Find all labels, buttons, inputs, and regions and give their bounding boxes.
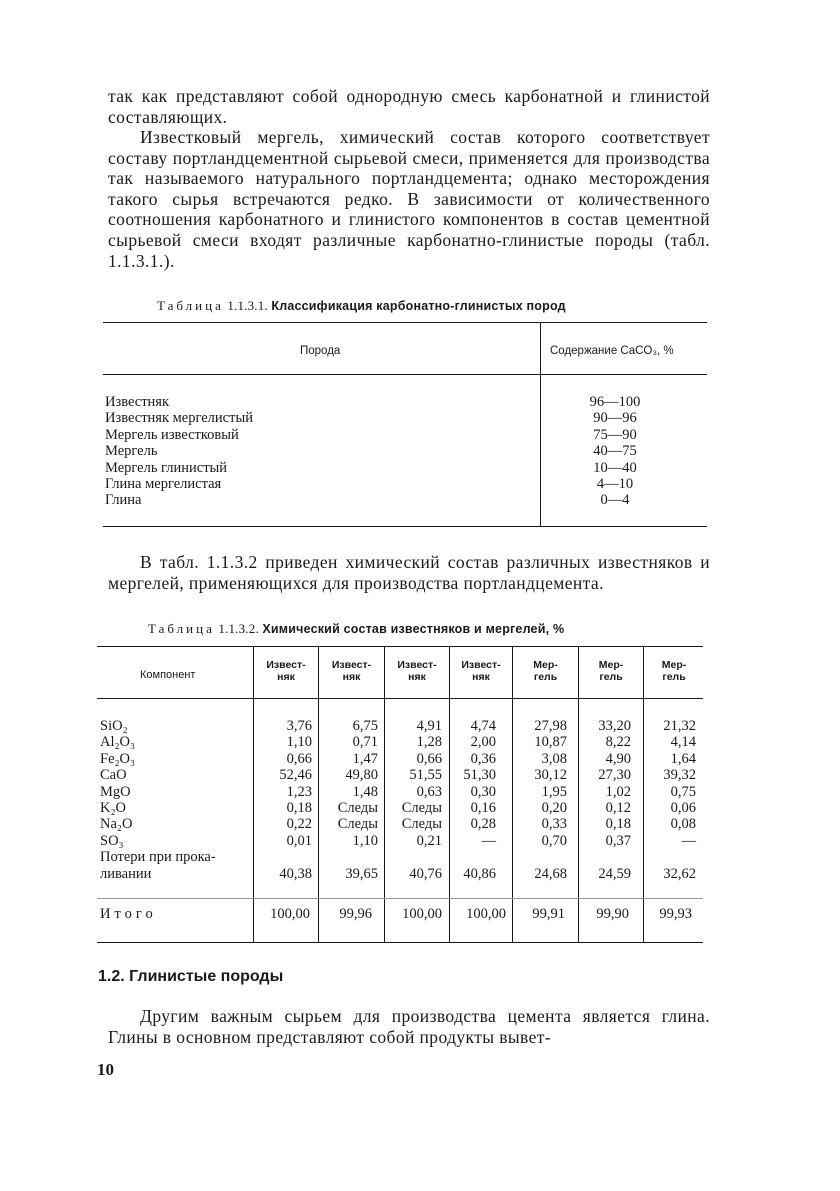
table2-cell: 0,66 bbox=[286, 750, 312, 767]
table2-cell: Следы bbox=[337, 800, 378, 817]
table1-body-divider bbox=[540, 374, 541, 526]
table1-top-rule bbox=[103, 322, 707, 323]
table2-caption bbox=[148, 621, 564, 637]
table2-caption-number: 1.1.3.2. bbox=[218, 621, 259, 636]
table2-col-header-line2: няк bbox=[408, 671, 426, 683]
table2-component-name: ливании bbox=[100, 865, 152, 882]
paragraph-table2-intro: В табл. 1.1.3.2 приведен химический состав различных известняков и мергелей, применяющихся для производства портландцемента. bbox=[108, 552, 710, 593]
table2-cell: Следы bbox=[401, 816, 442, 833]
table1-bottom-rule bbox=[103, 526, 707, 527]
table2-cell: 0,20 bbox=[541, 800, 567, 817]
table2-cell: 27,98 bbox=[534, 718, 567, 734]
table2-cell: 4,14 bbox=[670, 734, 696, 751]
table2-col-header-line1: Извест- bbox=[331, 659, 372, 671]
table2-data-column bbox=[513, 718, 567, 882]
table2-cell: 39,65 bbox=[345, 865, 378, 882]
table2-cell: 0,37 bbox=[605, 832, 631, 849]
table2-cell: 21,32 bbox=[663, 718, 696, 734]
table1-caption bbox=[157, 298, 566, 314]
table1-rock-name: Мергель bbox=[105, 443, 158, 460]
table2-cell: 1,23 bbox=[286, 783, 312, 800]
table2-cell: 0,75 bbox=[670, 783, 696, 800]
table2-col-header bbox=[385, 659, 449, 683]
table2-component-name: Al₂O₃ bbox=[100, 734, 136, 751]
table2-top-rule bbox=[97, 646, 703, 647]
table2-cell: 1,64 bbox=[670, 750, 696, 767]
table2-total-cell: 99,91 bbox=[532, 906, 565, 922]
table2-cell: 3,08 bbox=[541, 750, 567, 767]
table2-cell: 3,76 bbox=[286, 718, 312, 734]
table2-cell: 1,47 bbox=[352, 750, 378, 767]
table2-total-label: Итого bbox=[100, 906, 157, 922]
table1-caco3-value: 75—90 bbox=[593, 426, 637, 443]
table1-header-rule bbox=[103, 374, 707, 375]
table2-component-name: SiO₂ bbox=[100, 718, 128, 734]
table2-cell: 0,71 bbox=[352, 734, 378, 751]
table2-cell: 0,36 bbox=[470, 750, 496, 767]
table1-rock-names bbox=[105, 394, 253, 509]
table2-col-header-line2: няк bbox=[342, 671, 361, 683]
table2-cell: 52,46 bbox=[279, 767, 312, 784]
table2-cell: 6,75 bbox=[352, 718, 378, 734]
table1-caco3-value: 96—100 bbox=[589, 394, 641, 410]
table2-cell: 51,55 bbox=[409, 767, 442, 784]
table1-caption-number: 1.1.3.1. bbox=[227, 298, 268, 313]
table2-cell: 32,62 bbox=[663, 865, 696, 882]
table1-header-rock: Порода bbox=[300, 345, 341, 357]
table2-col-header bbox=[450, 659, 512, 683]
table2-total-cell: 99,93 bbox=[659, 906, 692, 922]
table1-caption-title: Классификация карбонатно-глинистых пород bbox=[271, 299, 566, 313]
table1-caco3-value: 10—40 bbox=[593, 459, 637, 476]
table2-col-header-line1: Извест- bbox=[397, 659, 437, 671]
paragraph-clay: Другим важным сырьем для производства цемента является глина. Глины в основном представляют собой продукты вывет- bbox=[108, 1006, 710, 1047]
table2-cell: 0,63 bbox=[416, 783, 442, 800]
table2-col-header-line1: Извест- bbox=[461, 659, 501, 671]
table2-col-header bbox=[319, 659, 384, 683]
table2-component-name: K₂O bbox=[100, 800, 126, 817]
table2-component-names bbox=[100, 718, 216, 882]
table2-cell: 8,22 bbox=[605, 734, 631, 751]
table2-col-header bbox=[513, 659, 578, 683]
table2-cell: 1,10 bbox=[352, 832, 378, 849]
table2-data-column bbox=[254, 718, 312, 882]
table2-totals-separator bbox=[97, 898, 703, 899]
table2-cell: 0,28 bbox=[470, 816, 496, 833]
table2-total-cell: 99,90 bbox=[596, 906, 629, 922]
table2-data-column bbox=[385, 718, 442, 882]
table2-cell: 0,08 bbox=[670, 816, 696, 833]
table2-col-header-line1: Извест- bbox=[266, 659, 306, 671]
table2-total-cell: 100,00 bbox=[270, 906, 310, 922]
table2-col-header-line1: Мер- bbox=[598, 659, 624, 671]
table1-rock-name: Мергель известковый bbox=[105, 426, 239, 443]
table2-cell: 40,76 bbox=[409, 865, 442, 882]
table1-caco3-values bbox=[560, 394, 670, 509]
table2-col-header-line2: няк bbox=[472, 671, 490, 683]
table2-cell: 2,00 bbox=[470, 734, 496, 751]
table2-col-header bbox=[579, 659, 643, 683]
table2-header-rule bbox=[97, 698, 703, 699]
paragraph-limestone-marl: Известковый мергель, химический состав которого соответствует составу портландцементной сырьевой смеси, применяется для производства так называемого натурального портландцемента; однако месторождения такого сырья встречаются редко. В зависимости от количественного соотношения карбонатного и глинистого компонентов в состав цементной сырьевой смеси входят различные карбонатно-глинистые породы (табл. 1.1.3.1.). bbox=[108, 127, 710, 271]
table2-cell: 0,21 bbox=[416, 832, 442, 849]
table2-cell: 0,12 bbox=[605, 800, 631, 817]
table1-caco3-value: 4—10 bbox=[596, 476, 634, 493]
table2-cell: — bbox=[681, 832, 696, 849]
table2-cell: 0,33 bbox=[541, 816, 567, 833]
table2-col-header-line1: Мер- bbox=[661, 659, 687, 671]
table1-caco3-value: 0—4 bbox=[600, 492, 630, 509]
section-heading bbox=[98, 968, 283, 986]
table2-component-name: Na₂O bbox=[100, 816, 133, 833]
table2-data-column bbox=[644, 718, 696, 882]
table2-cell: 27,30 bbox=[598, 767, 631, 784]
table1-caco3-value: 90—96 bbox=[593, 410, 637, 427]
table2-cell: 40,86 bbox=[463, 865, 496, 882]
table2-component-name: CaO bbox=[100, 767, 127, 784]
table2-cell: 1,10 bbox=[286, 734, 312, 751]
table2-component-name: Потери при прока- bbox=[100, 849, 216, 866]
table2-cell: 24,68 bbox=[534, 865, 567, 882]
table2-cell: 4,90 bbox=[605, 750, 631, 767]
table1-header-caco3: Содержание CaCO₃, % bbox=[550, 345, 674, 357]
table2-cell: 0,18 bbox=[605, 816, 631, 833]
table1-caco3-value: 40—75 bbox=[593, 443, 637, 460]
table2-total-cell: 99,96 bbox=[339, 906, 372, 922]
table2-cell: 0,01 bbox=[286, 832, 312, 849]
table2-cell: 30,12 bbox=[534, 767, 567, 784]
table2-cell: 24,59 bbox=[598, 865, 631, 882]
table2-total-cell: 100,00 bbox=[402, 906, 442, 922]
table2-col-header bbox=[644, 659, 704, 683]
table2-cell: 33,20 bbox=[598, 718, 631, 734]
table2-header-component: Компонент bbox=[140, 669, 196, 681]
table2-col-header-line2: гель bbox=[599, 671, 623, 683]
table2-col-header-line1: Мер- bbox=[533, 659, 558, 671]
table2-cell: 1,48 bbox=[352, 783, 378, 800]
table2-cell: 4,74 bbox=[470, 718, 496, 734]
table2-cell: 10,87 bbox=[534, 734, 567, 751]
table2-caption-label: Таблица bbox=[148, 621, 215, 636]
table2-component-name: MgO bbox=[100, 783, 131, 800]
table2-cell: Следы bbox=[401, 800, 442, 817]
table2-cell: 0,06 bbox=[670, 800, 696, 817]
table1-rock-name: Известняк bbox=[105, 394, 170, 410]
table2-cell: 0,18 bbox=[286, 800, 312, 817]
table2-cell: 1,28 bbox=[416, 734, 442, 751]
table2-cell: 40,38 bbox=[279, 865, 312, 882]
table2-bottom-rule bbox=[97, 942, 703, 943]
table2-col-header-line2: гель bbox=[662, 671, 686, 683]
section-title: Глинистые породы bbox=[129, 968, 284, 985]
table2-cell: 0,66 bbox=[416, 750, 442, 767]
table2-cell: 1,02 bbox=[605, 783, 631, 800]
table1-rock-name: Глина мергелистая bbox=[105, 476, 222, 493]
paragraph-continuation: так как представляют собой однородную смесь карбонатной и глинистой составляющих. bbox=[108, 86, 710, 127]
table2-caption-title: Химический состав известняков и мергелей, % bbox=[262, 622, 565, 636]
table1-rock-name: Известняк мергелистый bbox=[105, 410, 253, 427]
table2-data-column bbox=[579, 718, 631, 882]
table2-col-header-line2: гель bbox=[533, 671, 558, 683]
table2-cell: 0,70 bbox=[541, 832, 567, 849]
table2-data-column bbox=[450, 718, 496, 882]
table1-caption-label: Таблица bbox=[157, 298, 224, 313]
table2-cell: 0,16 bbox=[470, 800, 496, 817]
table2-cell: 39,32 bbox=[663, 767, 696, 784]
table2-cell: 4,91 bbox=[416, 718, 442, 734]
table2-cell: 0,22 bbox=[286, 816, 312, 833]
table2-cell: Следы bbox=[337, 816, 378, 833]
table2-data-column bbox=[319, 718, 378, 882]
table2-col-header bbox=[254, 659, 318, 683]
table2-cell: 0,30 bbox=[470, 783, 496, 800]
table2-cell: 1,95 bbox=[541, 783, 567, 800]
table1-rock-name: Мергель глинистый bbox=[105, 459, 228, 476]
table1-header-divider bbox=[540, 323, 541, 374]
table2-component-name: Fe₂O₃ bbox=[100, 750, 136, 767]
table2-total-cell: 100,00 bbox=[466, 906, 506, 922]
table2-cell: — bbox=[481, 832, 496, 849]
page-number: 10 bbox=[97, 1060, 114, 1079]
table1-rock-name: Глина bbox=[105, 492, 142, 509]
section-number: 1.2. bbox=[98, 968, 125, 985]
table2-col-header-line2: няк bbox=[277, 671, 295, 683]
table2-cell: 49,80 bbox=[345, 767, 378, 784]
table2-cell: 51,30 bbox=[463, 767, 496, 784]
table2-component-name: SO₃ bbox=[100, 832, 124, 849]
